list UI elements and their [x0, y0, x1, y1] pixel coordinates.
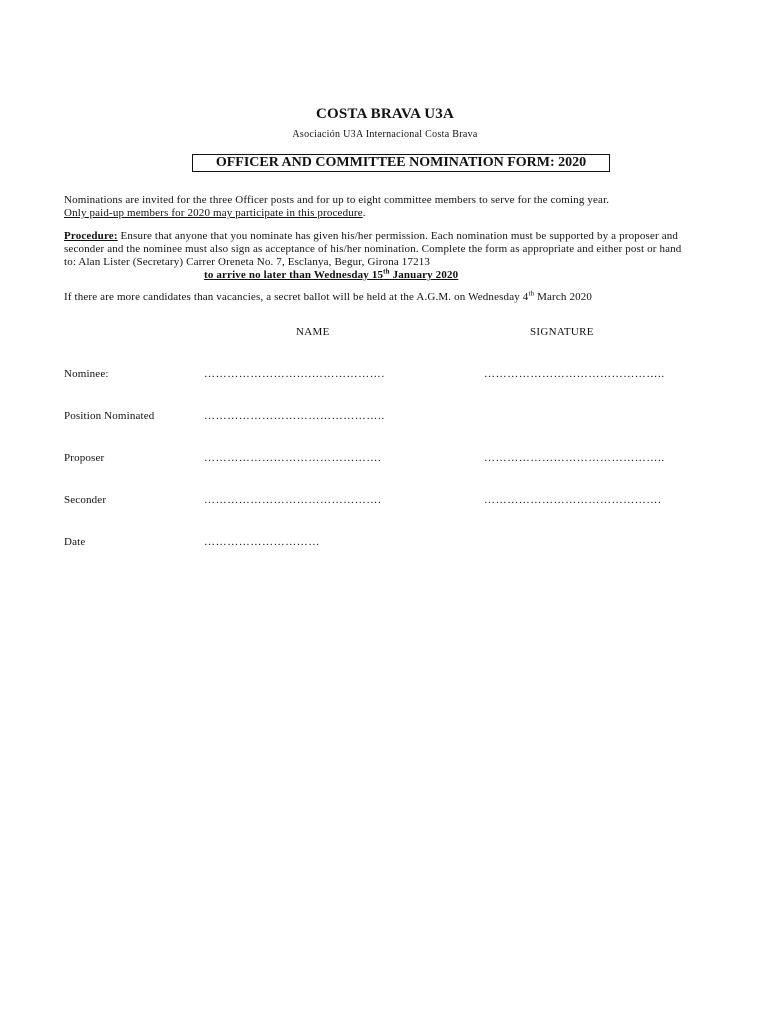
deadline-month: January 2020 [389, 269, 459, 281]
date-field[interactable]: ………………………… [204, 536, 320, 548]
proposer-label: Proposer [64, 452, 105, 464]
date-label: Date [64, 536, 86, 548]
paid-up-notice: Only paid-up members for 2020 may participate in this procedure [64, 207, 363, 219]
procedure-paragraph [64, 230, 688, 282]
nominee-name-field[interactable]: ……………………….………………. [204, 368, 385, 380]
form-title: OFFICER AND COMMITTEE NOMINATION FORM: 2020 [192, 154, 610, 172]
seconder-signature-field[interactable]: ………………………………………. [484, 494, 662, 506]
organization-title: COSTA BRAVA U3A [315, 106, 455, 122]
intro-line: Nominations are invited for the three Officer posts and for up to eight committee members to serve for the coming year. [64, 194, 610, 206]
intro-paragraph [64, 194, 688, 220]
paid-up-notice-end: . [362, 207, 366, 219]
proposer-signature-field[interactable]: ……………………………………….. [484, 452, 665, 464]
signature-column-header: SIGNATURE [530, 326, 594, 338]
deadline-notice [64, 269, 688, 282]
seconder-name-field[interactable]: ………………………………………. [204, 494, 382, 506]
nominee-signature-field[interactable]: ……………………………………….. [484, 368, 665, 380]
ballot-ordinal: th [528, 289, 535, 298]
ballot-paragraph [64, 291, 688, 304]
name-column-header: NAME [296, 326, 330, 338]
seconder-label: Seconder [64, 494, 107, 506]
ballot-date: March 2020 [534, 291, 593, 303]
proposer-name-field[interactable]: ………………………………………. [204, 452, 382, 464]
nominee-label: Nominee: [64, 368, 109, 380]
deadline-ordinal: th [383, 267, 390, 276]
procedure-label: Procedure: [64, 230, 118, 242]
organization-subtitle: Asociación U3A Internacional Costa Brava [292, 129, 478, 140]
position-nominated-label: Position Nominated [64, 410, 155, 422]
position-nominated-field[interactable]: ……………………………………….. [204, 410, 385, 422]
ballot-text: If there are more candidates than vacancies, a secret ballot will be held at the A.G.M. on Wednesday 4 [64, 291, 529, 303]
procedure-text: Ensure that anyone that you nominate has given his/her permission. Each nomination must be supported by a proposer and seconder and the nominee must also sign as acceptance of his/her nomination. Complete the form as appropriate and either post or hand to: Alan Lister (Secretary) Carrer Oreneta No. 7, Esclanya, Begur, Girona 17213 [64, 230, 682, 268]
deadline-text: to arrive no later than Wednesday 15 [204, 269, 384, 281]
